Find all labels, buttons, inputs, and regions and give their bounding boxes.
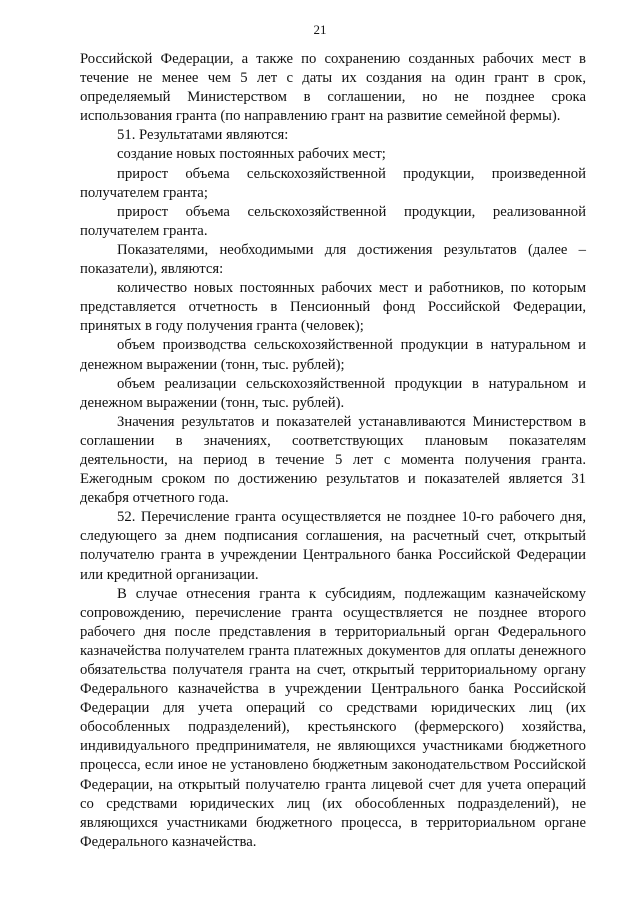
paragraph-result-sales-growth: прирост объема сельскохозяйственной продукции, реализованной получателем гранта. xyxy=(80,203,586,239)
paragraph-result-production-growth: прирост объема сельскохозяйственной продукции, произведенной получателем гранта; xyxy=(80,165,586,201)
paragraph-item-51-heading: 51. Результатами являются: xyxy=(117,127,289,144)
paragraph-treasury-support: В случае отнесения гранта к субсидиям, подлежащим казначейскому сопровождению, перечисление гранта осуществляется не позднее второго рабочего дня после представления в территориальный орган Федерального казначейства получателем гранта платежных документов для оплаты денежного обязательства получателя гранта на счет, открытый территориальному органу Федерального казначейства в учреждении Центрального банка Российской Федерации для учета операций со средствами юридических лиц (их обособленных подразделений), крестьянского (фермерского) хозяйства, индивидуального предпринимателя, не являющихся участниками бюджетного процесса, если иное не установлено бюджетным законодательством Российской Федерации, на открытый получателю гранта лицевой счет для учета операций со средствами юридических лиц (их обособленных подразделений), не являющихся участниками бюджетного процесса, в территориальном органе Федерального казначейства. xyxy=(80,585,586,850)
paragraph-result-new-jobs: создание новых постоянных рабочих мест; xyxy=(117,146,386,163)
paragraph-indicators-intro: Показателями, необходимыми для достижения результатов (далее – показатели), являются: xyxy=(80,241,586,278)
paragraph-continuation: Российской Федерации, а также по сохранению созданных рабочих мест в течение не менее чем 5 лет с даты их создания на один грант в срок, определяемый Министерством в соглашении, но не позднее срока использования гранта (по направлению грант на развитие семейной фермы). xyxy=(80,51,586,125)
paragraph-indicator-production-volume: объем производства сельскохозяйственной продукции в натуральном и денежном выражении (тонн, тыс. рублей); xyxy=(80,337,586,373)
paragraph-indicator-sales-volume: объем реализации сельскохозяйственной продукции в натуральном и денежном выражении (тонн, тыс. рублей). xyxy=(80,375,586,411)
paragraph-item-52-transfer: 52. Перечисление гранта осуществляется не позднее 10-го рабочего дня, следующего за днем подписания соглашения, на расчетный счет, открытый получателю гранта в учреждении Центрального банка Российской Федерации или кредитной организации. xyxy=(80,509,586,583)
paragraph-indicator-jobs-count: количество новых постоянных рабочих мест и работников, по которым представляется отчетность в Пенсионный фонд Российской Федерации, принятых в году получения гранта (человек); xyxy=(80,280,586,335)
document-body xyxy=(80,50,586,852)
paragraph-values-established: Значения результатов и показателей устанавливаются Министерством в соглашении в значениях, соответствующих плановым показателям деятельности, на период в течение 5 лет с момента получения гранта. Ежегодным сроком по достижению результатов и показателей является 31 декабря отчетного года. xyxy=(80,413,586,507)
page-number: 21 xyxy=(313,22,327,37)
